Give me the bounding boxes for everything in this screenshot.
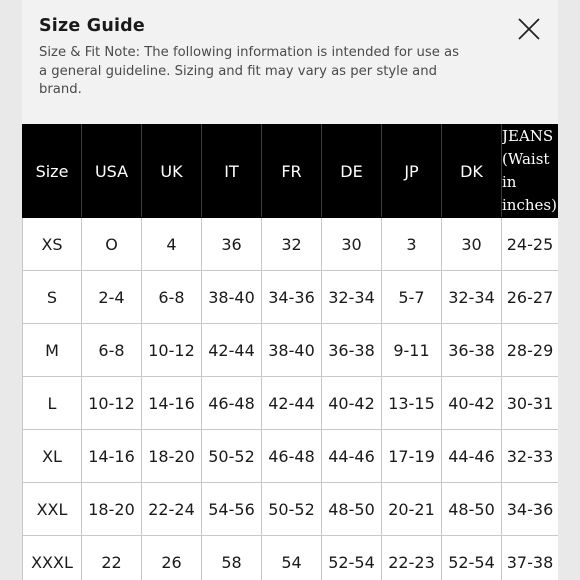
table-cell: 54 bbox=[262, 536, 322, 580]
table-cell: 44-46 bbox=[322, 430, 382, 483]
table-cell: 30 bbox=[322, 218, 382, 271]
table-row bbox=[23, 377, 559, 430]
table-cell: M bbox=[23, 324, 82, 377]
table-cell: 14-16 bbox=[142, 377, 202, 430]
table-cell: 36-38 bbox=[442, 324, 502, 377]
table-cell: XXL bbox=[23, 483, 82, 536]
table-cell: 52-54 bbox=[322, 536, 382, 580]
header-it: IT bbox=[202, 125, 262, 218]
header-dk: DK bbox=[442, 125, 502, 218]
table-cell: O bbox=[82, 218, 142, 271]
table-cell: XL bbox=[23, 430, 82, 483]
table-cell: 34-36 bbox=[262, 271, 322, 324]
header-jp: JP bbox=[382, 125, 442, 218]
table-cell: 3 bbox=[382, 218, 442, 271]
table-cell: 22-24 bbox=[142, 483, 202, 536]
table-cell: 32-34 bbox=[442, 271, 502, 324]
table-row bbox=[23, 536, 559, 580]
table-cell: 38-40 bbox=[262, 324, 322, 377]
table-cell: 14-16 bbox=[82, 430, 142, 483]
table-header-row bbox=[23, 125, 559, 218]
table-cell: 22-23 bbox=[382, 536, 442, 580]
table-cell: 6-8 bbox=[142, 271, 202, 324]
table-cell: 24-25 bbox=[502, 218, 559, 271]
table-cell: 30-31 bbox=[502, 377, 559, 430]
table-cell: 2-4 bbox=[82, 271, 142, 324]
table-cell: S bbox=[23, 271, 82, 324]
table-cell: 36 bbox=[202, 218, 262, 271]
table-row bbox=[23, 430, 559, 483]
table-row bbox=[23, 483, 559, 536]
table-cell: 54-56 bbox=[202, 483, 262, 536]
size-fit-note: Size & Fit Note: The following information is intended for use as a general guideline. Sizing and fit may vary as per style and brand. bbox=[39, 45, 459, 97]
header-de: DE bbox=[322, 125, 382, 218]
header-fr: FR bbox=[262, 125, 322, 218]
header-size: Size bbox=[23, 125, 82, 218]
modal-title: Size Guide bbox=[39, 16, 145, 36]
table-cell: 40-42 bbox=[442, 377, 502, 430]
size-table bbox=[22, 124, 558, 580]
table-cell: 28-29 bbox=[502, 324, 559, 377]
table-cell: 32 bbox=[262, 218, 322, 271]
table-cell: 42-44 bbox=[262, 377, 322, 430]
size-guide-modal bbox=[22, 0, 558, 580]
table-cell: 10-12 bbox=[142, 324, 202, 377]
table-cell: 48-50 bbox=[442, 483, 502, 536]
table-cell: 36-38 bbox=[322, 324, 382, 377]
table-cell: 40-42 bbox=[322, 377, 382, 430]
table-cell: 58 bbox=[202, 536, 262, 580]
table-cell: 32-34 bbox=[322, 271, 382, 324]
table-cell: 32-33 bbox=[502, 430, 559, 483]
close-icon[interactable] bbox=[517, 17, 541, 41]
table-cell: 18-20 bbox=[142, 430, 202, 483]
table-cell: 34-36 bbox=[502, 483, 559, 536]
table-cell: 44-46 bbox=[442, 430, 502, 483]
table-cell: 5-7 bbox=[382, 271, 442, 324]
header-usa: USA bbox=[82, 125, 142, 218]
table-cell: 38-40 bbox=[202, 271, 262, 324]
table-cell: 20-21 bbox=[382, 483, 442, 536]
table-cell: 52-54 bbox=[442, 536, 502, 580]
table-cell: 10-12 bbox=[82, 377, 142, 430]
table-cell: 22 bbox=[82, 536, 142, 580]
table-row bbox=[23, 271, 559, 324]
table-row bbox=[23, 218, 559, 271]
table-cell: XXXL bbox=[23, 536, 82, 580]
table-cell: 26-27 bbox=[502, 271, 559, 324]
header-jeans: JEANS (Waist in inches) bbox=[502, 125, 559, 218]
close-x-icon bbox=[517, 17, 541, 41]
table-cell: 30 bbox=[442, 218, 502, 271]
table-cell: 46-48 bbox=[202, 377, 262, 430]
table-cell: XS bbox=[23, 218, 82, 271]
table-cell: 46-48 bbox=[262, 430, 322, 483]
table-cell: L bbox=[23, 377, 82, 430]
table-cell: 17-19 bbox=[382, 430, 442, 483]
table-cell: 37-38 bbox=[502, 536, 559, 580]
table-cell: 13-15 bbox=[382, 377, 442, 430]
table-cell: 6-8 bbox=[82, 324, 142, 377]
table-row bbox=[23, 324, 559, 377]
table-cell: 18-20 bbox=[82, 483, 142, 536]
table-cell: 48-50 bbox=[322, 483, 382, 536]
table-cell: 9-11 bbox=[382, 324, 442, 377]
table-cell: 50-52 bbox=[202, 430, 262, 483]
header-uk: UK bbox=[142, 125, 202, 218]
table-cell: 50-52 bbox=[262, 483, 322, 536]
table-cell: 26 bbox=[142, 536, 202, 580]
table-cell: 42-44 bbox=[202, 324, 262, 377]
table-body bbox=[23, 218, 559, 580]
table-cell: 4 bbox=[142, 218, 202, 271]
